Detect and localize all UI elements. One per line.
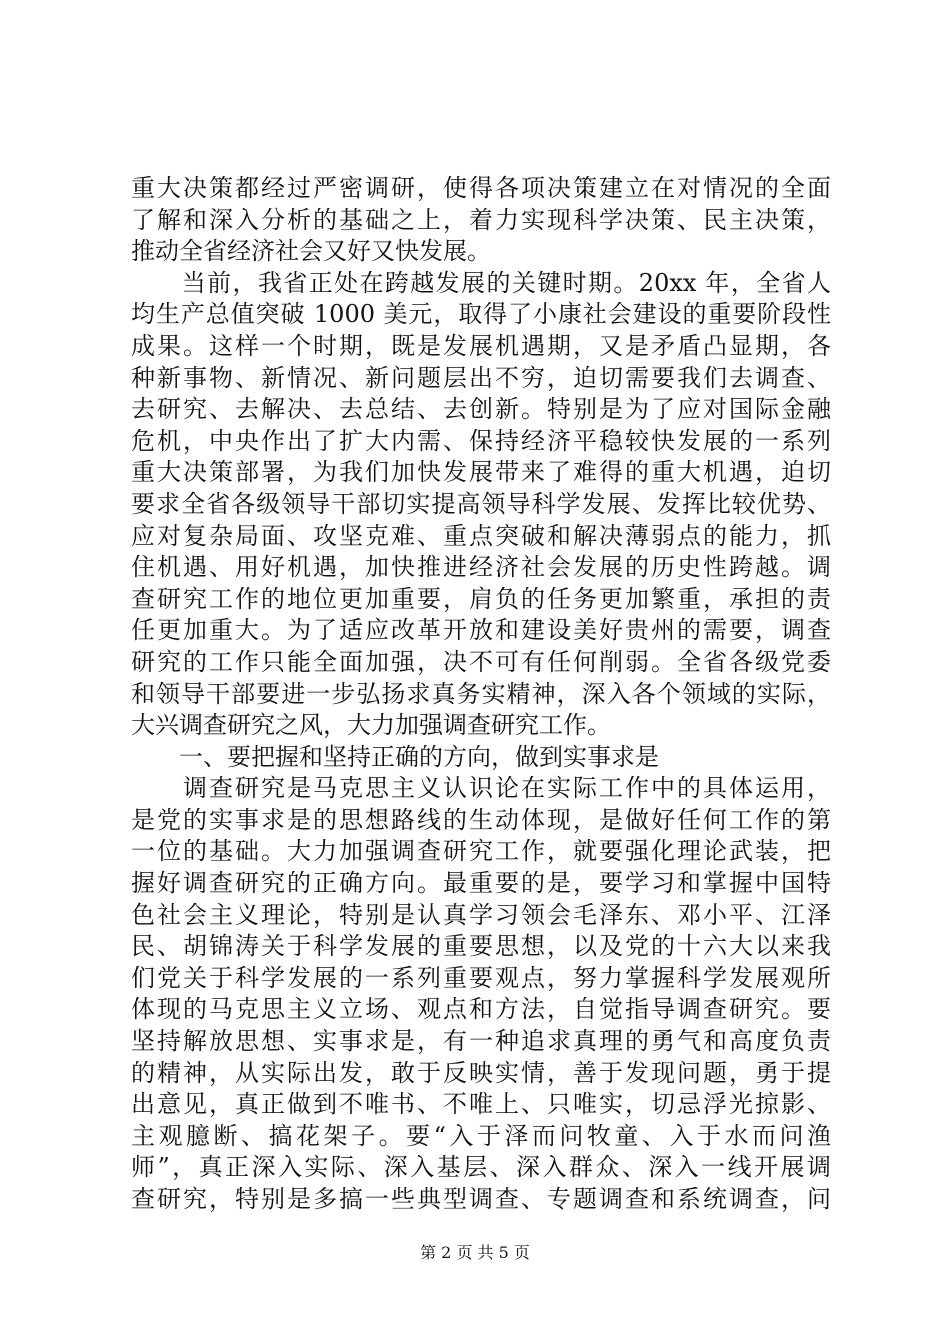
text-line: 一位的基础。大力加强调查研究工作，就要强化理论武装，把 [131, 837, 831, 866]
text-line: 查研究工作的地位更加重要，肩负的任务更加繁重，承担的责 [131, 584, 831, 613]
text-line: 研究的工作只能全面加强，决不可有任何削弱。全省各级党委 [131, 647, 831, 676]
text-line: 重大决策都经过严密调研，使得各项决策建立在对情况的全面 [131, 174, 831, 202]
text-line: 要求全省各级领导干部切实提高领导科学发展、发挥比较优势、 [131, 489, 831, 518]
text-line: 任更加重大。为了适应改革开放和建设美好贵州的需要，调查 [131, 616, 831, 645]
text-line: 主观臆断、搞花架子。要“入于泽而问牧童、入于水而问渔 [131, 1121, 831, 1150]
text-line: 种新事物、新情况、新问题层出不穷，迫切需要我们去调查、 [131, 363, 831, 392]
text-line: 出意见，真正做到不唯书、不唯上、只唯实，切忌浮光掠影、 [131, 1090, 831, 1119]
text-line: 危机，中央作出了扩大内需、保持经济平稳较快发展的一系列 [131, 426, 831, 455]
text-line: 了解和深入分析的基础之上，着力实现科学决策、民主决策， [131, 205, 831, 234]
text-line: 当前，我省正处在跨越发展的关键时期。20xx 年，全省人 [131, 268, 831, 297]
text-line: 应对复杂局面、攻坚克难、重点突破和解决薄弱点的能力，抓 [131, 521, 831, 550]
text-line: 大兴调查研究之风，大力加强调查研究工作。 [131, 711, 611, 740]
text-line: 去研究、去解决、去总结、去创新。特别是为了应对国际金融 [131, 395, 831, 424]
text-line: 民、胡锦涛关于科学发展的重要思想，以及党的十六大以来我 [131, 932, 831, 961]
text-line: 色社会主义理论，特别是认真学习领会毛泽东、邓小平、江泽 [131, 900, 831, 929]
text-line: 查研究，特别是多搞一些典型调查、专题调查和系统调查，问 [131, 1185, 831, 1213]
text-line: 推动全省经济社会又好又快发展。 [131, 237, 491, 266]
text-line: 是党的实事求是的思想路线的生动体现，是做好任何工作的第 [131, 805, 831, 834]
text-line: 体现的马克思主义立场、观点和方法，自觉指导调查研究。要 [131, 995, 831, 1024]
text-line: 住机遇、用好机遇，加快推进经济社会发展的历史性跨越。调 [131, 553, 831, 582]
text-line: 均生产总值突破 1000 美元，取得了小康社会建设的重要阶段性 [131, 300, 831, 329]
text-line: 调查研究是马克思主义认识论在实际工作中的具体运用， [131, 774, 831, 803]
text-line: 一、要把握和坚持正确的方向，做到实事求是 [131, 742, 659, 771]
text-line: 握好调查研究的正确方向。最重要的是，要学习和掌握中国特 [131, 869, 831, 898]
page-footer: 第 2 页 共 5 页 [420, 1243, 530, 1262]
text-line: 和领导干部要进一步弘扬求真务实精神，深入各个领域的实际， [131, 679, 831, 708]
text-line: 坚持解放思想、实事求是，有一种追求真理的勇气和高度负责 [131, 1027, 831, 1056]
text-line: 们党关于科学发展的一系列重要观点，努力掌握科学发展观所 [131, 963, 831, 992]
document-body [131, 173, 831, 1216]
text-line: 重大决策部署，为我们加快发展带来了难得的重大机遇，迫切 [131, 458, 831, 487]
text-line: 成果。这样一个时期，既是发展机遇期，又是矛盾凸显期，各 [131, 331, 831, 360]
text-line: 师”，真正深入实际、深入基层、深入群众、深入一线开展调 [131, 1153, 831, 1182]
text-line: 的精神，从实际出发，敢于反映实情，善于发现问题，勇于提 [131, 1058, 831, 1087]
